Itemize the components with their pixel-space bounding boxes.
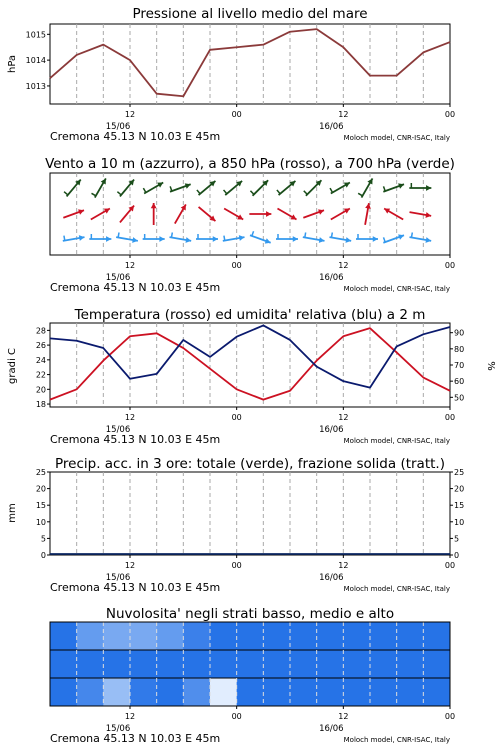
x-date-label: 16/06 — [319, 573, 344, 583]
y-tick-label: 10 — [36, 518, 46, 527]
x-date-label: 16/06 — [319, 122, 344, 132]
cloud-cell — [210, 650, 237, 678]
credit-label: Moloch model, CNR-ISAC, Italy — [344, 736, 450, 744]
cloud-cell — [423, 622, 450, 650]
cloud-cell — [130, 678, 157, 706]
pressure-frame — [50, 24, 450, 104]
cloud-cell — [77, 650, 104, 678]
wind-850-arrow — [120, 206, 134, 223]
y-tick-label: 28 — [36, 326, 46, 335]
precip-title: Precip. acc. in 3 ore: totale (verde), frazione solida (tratt.) — [55, 456, 445, 472]
cloud-cell — [183, 678, 210, 706]
credit-label: Moloch model, CNR-ISAC, Italy — [344, 585, 450, 593]
temperature-title: Temperatura (rosso) ed umidita' relativa (blu) a 2 m — [74, 307, 426, 323]
wind-700-arrow — [143, 183, 163, 194]
cloud-cell — [237, 650, 264, 678]
cloud-cell — [317, 650, 344, 678]
x-date-label: 16/06 — [319, 425, 344, 435]
x-tick-label: 12 — [338, 561, 348, 570]
wind-700-arrow-barb — [117, 192, 121, 195]
cloud-cell — [157, 622, 184, 650]
wind-10m-arrow — [170, 233, 192, 243]
cloud-cell — [370, 678, 397, 706]
wind-700-arrow-barb — [170, 186, 172, 191]
wind-10m-arrow-barb — [331, 233, 332, 238]
wind-700-arrow-barb — [197, 190, 200, 194]
temperature-panel — [7, 307, 496, 446]
wind-700-arrow-barb — [143, 188, 146, 192]
wind-10m-arrow — [303, 233, 325, 243]
cloud-cell — [397, 650, 424, 678]
wind-700-arrow — [197, 181, 216, 195]
cloud-cell — [397, 622, 424, 650]
wind-10m-arrow — [356, 234, 378, 242]
wind-10m-arrow-barb — [383, 237, 385, 242]
humidity-line — [50, 325, 450, 387]
x-tick-label: 00 — [445, 413, 455, 422]
wind-850-arrow — [303, 209, 324, 217]
y-tick-label: 50 — [454, 393, 464, 402]
cloud-cell — [130, 650, 157, 678]
wind-700-arrow — [224, 181, 243, 195]
wind-10m-arrow-barb — [411, 233, 412, 238]
wind-700-arrow-barb — [330, 188, 333, 192]
wind-10m-arrow-barb — [118, 233, 119, 238]
y-tick-label: 22 — [36, 371, 46, 380]
wind-10m-arrow — [116, 233, 138, 243]
y-tick-label: 25 — [454, 468, 464, 477]
pressure-line — [50, 29, 450, 96]
cloud-cell — [370, 650, 397, 678]
x-date-label: 16/06 — [319, 724, 344, 734]
wind-700-arrow — [409, 183, 431, 191]
x-date-label: 15/06 — [106, 122, 131, 132]
cloud-cell — [50, 622, 77, 650]
x-tick-label: 00 — [445, 261, 455, 270]
wind-700-arrow — [117, 180, 134, 197]
wind-10m-arrow-barb — [171, 233, 172, 238]
wind-850-arrow-head — [151, 203, 157, 208]
wind-700-arrow — [277, 181, 296, 195]
cloud-cell — [50, 650, 77, 678]
wind-850-arrow-head — [266, 211, 271, 217]
cloud-cell — [210, 678, 237, 706]
x-tick-label: 12 — [338, 712, 348, 721]
wind-10m-arrow-head — [106, 236, 111, 242]
x-tick-label: 12 — [338, 261, 348, 270]
x-tick-label: 12 — [125, 110, 135, 119]
y-tick-label: 0 — [41, 551, 46, 560]
cloud-cell — [370, 622, 397, 650]
humidity-ylabel-right: % — [485, 361, 496, 371]
y-tick-label: 5 — [454, 534, 459, 543]
wind-700-arrow-barb — [358, 193, 362, 196]
wind-700-arrow-barb — [64, 192, 68, 195]
precip-panel — [7, 456, 464, 594]
cloud-cell — [263, 622, 290, 650]
cloud-cell — [317, 678, 344, 706]
wind-700-arrow-barb — [383, 186, 385, 191]
y-tick-label: 20 — [36, 485, 46, 494]
x-tick-label: 12 — [125, 712, 135, 721]
wind-10m-arrow — [250, 231, 271, 243]
cloud-cell — [343, 650, 370, 678]
cloud-title: Nuvolosita' negli strati basso, medio e alto — [106, 606, 394, 622]
cloud-cell — [423, 650, 450, 678]
cloud-cell — [50, 678, 77, 706]
y-tick-label: 60 — [454, 377, 464, 386]
y-tick-label: 26 — [36, 341, 46, 350]
wind-700-arrow — [170, 183, 191, 191]
cloud-cell — [103, 678, 130, 706]
cloud-cell — [290, 622, 317, 650]
credit-label: Moloch model, CNR-ISAC, Italy — [344, 437, 450, 445]
location-label: Cremona 45.13 N 10.03 E 45m — [50, 581, 220, 594]
precip-ylabel: mm — [7, 503, 18, 522]
cloud-cell — [290, 678, 317, 706]
wind-10m-arrow-barb — [224, 236, 225, 241]
wind-10m-arrow-barb — [64, 236, 65, 241]
y-tick-label: 18 — [36, 400, 46, 409]
wind-10m-arrow — [223, 235, 245, 241]
wind-850-arrow — [63, 209, 84, 217]
wind-700-arrow — [304, 180, 322, 196]
wind-850-arrow — [249, 211, 271, 217]
x-tick-label: 00 — [232, 261, 242, 270]
pressure-title: Pressione al livello medio del mare — [132, 6, 367, 22]
y-tick-label: 80 — [454, 345, 464, 354]
wind-10m-arrow-barb — [305, 233, 306, 238]
wind-10m-arrow-head — [373, 236, 378, 242]
temperature-ylabel-left: gradi C — [7, 348, 18, 384]
wind-850-arrow — [175, 204, 186, 223]
wind-10m-arrow — [276, 234, 298, 242]
x-date-label: 16/06 — [319, 273, 344, 283]
y-tick-label: 15 — [454, 501, 464, 510]
wind-700-arrow-barb — [250, 191, 254, 195]
wind-10m-arrow — [63, 235, 85, 241]
cloud-cell — [130, 622, 157, 650]
wind-850-arrow — [331, 209, 350, 220]
x-date-label: 15/06 — [106, 724, 131, 734]
pressure-ylabel: hPa — [7, 55, 18, 73]
cloud-cell — [77, 678, 104, 706]
cloud-cell — [237, 622, 264, 650]
wind-700-arrow — [383, 183, 404, 191]
cloud-cell — [210, 622, 237, 650]
wind-850-arrow — [91, 209, 110, 220]
y-tick-label: 24 — [36, 356, 46, 365]
wind-700-arrow-barb — [277, 190, 280, 194]
wind-850-arrow — [277, 209, 296, 220]
wind-title: Vento a 10 m (azzurro), a 850 hPa (rosso), a 700 hPa (verde) — [45, 156, 455, 172]
temperature-line — [50, 328, 450, 399]
x-tick-label: 12 — [338, 413, 348, 422]
x-tick-label: 00 — [445, 561, 455, 570]
wind-panel — [45, 156, 455, 294]
pressure-panel — [7, 6, 455, 143]
y-tick-label: 5 — [41, 534, 46, 543]
y-tick-label: 20 — [36, 385, 46, 394]
cloud-cell — [103, 622, 130, 650]
cloud-cell — [157, 650, 184, 678]
y-tick-label: 20 — [454, 485, 464, 494]
wind-10m-arrow — [89, 234, 111, 242]
wind-10m-arrow — [383, 234, 404, 242]
x-tick-label: 00 — [232, 110, 242, 119]
credit-label: Moloch model, CNR-ISAC, Italy — [344, 285, 450, 293]
wind-700-arrow-barb — [224, 190, 227, 194]
cloud-cell — [183, 622, 210, 650]
x-date-label: 15/06 — [106, 573, 131, 583]
x-tick-label: 00 — [232, 413, 242, 422]
wind-850-arrow — [224, 209, 243, 220]
cloud-cell — [183, 650, 210, 678]
wind-850-arrow — [151, 203, 157, 225]
y-tick-label: 25 — [36, 468, 46, 477]
location-label: Cremona 45.13 N 10.03 E 45m — [50, 433, 220, 446]
cloud-cell — [263, 678, 290, 706]
cloud-cell — [290, 650, 317, 678]
wind-850-arrow — [365, 203, 371, 225]
x-date-label: 15/06 — [106, 273, 131, 283]
cloud-cell — [103, 650, 130, 678]
y-tick-label: 1015 — [26, 30, 46, 39]
location-label: Cremona 45.13 N 10.03 E 45m — [50, 281, 220, 294]
wind-700-arrow — [250, 180, 268, 196]
wind-10m-arrow-head — [213, 236, 218, 242]
x-date-label: 15/06 — [106, 425, 131, 435]
wind-10m-arrow — [143, 234, 165, 242]
cloud-cell — [77, 622, 104, 650]
cloud-cell — [343, 678, 370, 706]
cloud-cell — [397, 678, 424, 706]
wind-10m-arrow — [330, 233, 352, 243]
wind-10m-arrow-head — [159, 236, 164, 242]
wind-700-arrow — [64, 180, 81, 197]
wind-700-arrow — [330, 183, 350, 194]
wind-10m-arrow-barb — [252, 231, 254, 236]
wind-700-arrow-head — [426, 185, 431, 191]
y-tick-label: 1013 — [26, 82, 46, 91]
wind-10m-arrow — [196, 234, 218, 242]
y-tick-label: 90 — [454, 329, 464, 338]
wind-850-arrow — [410, 212, 432, 218]
x-tick-label: 12 — [125, 561, 135, 570]
x-tick-label: 00 — [445, 712, 455, 721]
cloud-cell — [423, 678, 450, 706]
wind-10m-arrow-head — [293, 236, 298, 242]
x-tick-label: 00 — [232, 712, 242, 721]
location-label: Cremona 45.13 N 10.03 E 45m — [50, 130, 220, 143]
y-tick-label: 0 — [454, 551, 459, 560]
wind-700-arrow-barb — [92, 193, 96, 196]
y-tick-label: 10 — [454, 518, 464, 527]
cloud-cell — [237, 678, 264, 706]
x-tick-label: 12 — [125, 413, 135, 422]
credit-label: Moloch model, CNR-ISAC, Italy — [344, 134, 450, 142]
x-tick-label: 12 — [125, 261, 135, 270]
wind-850-arrow — [384, 209, 403, 220]
cloud-panel — [50, 606, 455, 745]
wind-10m-arrow — [410, 233, 432, 243]
x-tick-label: 00 — [232, 561, 242, 570]
x-tick-label: 12 — [338, 110, 348, 119]
cloud-cell — [343, 622, 370, 650]
precip-frame — [50, 472, 450, 555]
location-label: Cremona 45.13 N 10.03 E 45m — [50, 732, 220, 745]
wind-700-arrow-barb — [304, 191, 308, 195]
cloud-cell — [157, 678, 184, 706]
y-tick-label: 1014 — [26, 56, 46, 65]
x-tick-label: 00 — [445, 110, 455, 119]
y-tick-label: 70 — [454, 361, 464, 370]
cloud-cell — [263, 650, 290, 678]
y-tick-label: 15 — [36, 501, 46, 510]
cloud-cell — [317, 622, 344, 650]
wind-850-arrow — [199, 207, 216, 221]
